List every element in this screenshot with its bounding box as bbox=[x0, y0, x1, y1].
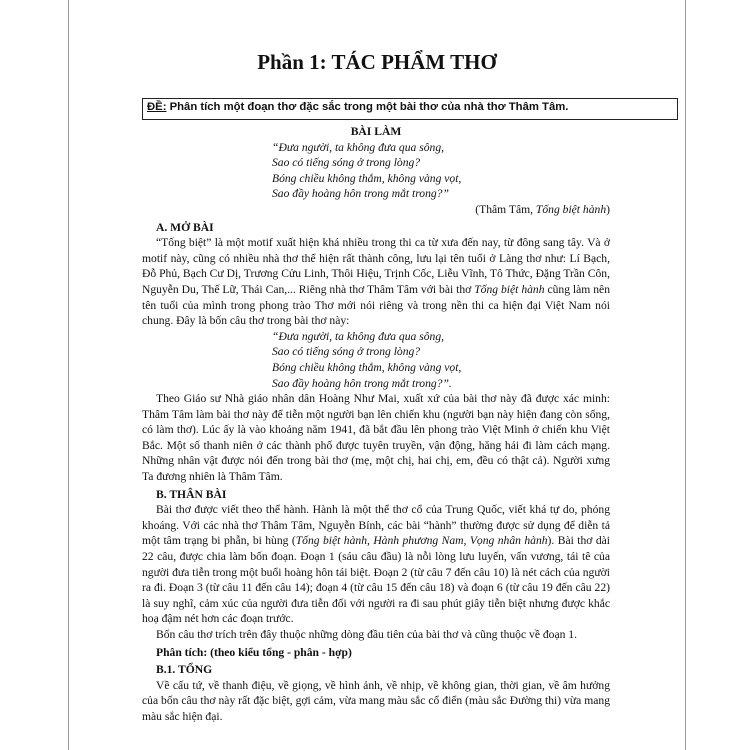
poem-line: Sao đầy hoàng hôn trong mắt trong?” bbox=[272, 187, 449, 201]
analysis-heading: Phân tích: (theo kiểu tổng - phân - hợp) bbox=[156, 645, 352, 659]
paragraph: Bốn câu thơ trích trên đây thuộc những dòng đầu tiên của bài thơ và cũng thuộc về đoạn 1. bbox=[156, 628, 577, 641]
poem-line: Bóng chiều không thắm, không vàng vọt, bbox=[272, 171, 462, 185]
quoted-poem bbox=[142, 329, 610, 391]
prompt-label: ĐỀ: bbox=[147, 101, 167, 113]
paragraph: “Tống biệt” là một motif xuất hiện khá nhiều trong thi ca từ xưa đến nay, từ đông sang tây. Và ở motif này, cũng có nhiều nhà thơ thể hiện rất thành công, lưu lại tên tuổi ở Làng thơ như: Lí Bạch, Đỗ Phủ, Bạch Cư Dị, Trương Cửu Linh, Thôi Hiệu, Trịnh Cốc, Liễu Vĩnh, Tô Thức, Đặng Trần Côn, Nguyễn Du, Thế Lữ, Thái Can,... Riêng nhà thơ Thâm Tâm với bài thơ Tống biệt hành cũng làm nên tên tuổi của mình trong phong trào Thơ mới nói riêng và trong nền thi ca hiện đại Việt Nam nói chung. Đây là bốn câu thơ trong bài thơ này: bbox=[142, 236, 610, 328]
poem-line: Sao có tiếng sóng ở trong lòng? bbox=[272, 156, 421, 170]
bai-lam-heading: BÀI LÀM bbox=[350, 125, 402, 138]
essay-prompt-box bbox=[142, 98, 678, 120]
prompt-text: Phân tích một đoạn thơ đặc sắc trong một bài thơ của nhà thơ Thâm Tâm. bbox=[166, 101, 569, 113]
poem-line: Sao đầy hoàng hôn trong mắt trong?”. bbox=[272, 376, 452, 390]
poem-line: Sao có tiếng sóng ở trong lòng? bbox=[272, 345, 421, 359]
poem-line: “Đưa người, ta không đưa qua sông, bbox=[272, 140, 445, 154]
paragraph: Theo Giáo sư Nhà giáo nhân dân Hoàng Như Mai, xuất xứ của bài thơ này đã được xác minh: Thâm Tâm làm bài thơ này để tiễn một người bạn lên chiến khu (người bạn này hiện đang còn sống, có làm thơ). Lúc ấy là vào khoảng năm 1941, đã bắt đầu lên phong trào Việt Minh ở chiến khu Việt Bắc. Một số thanh niên ở các thành phố được tuyên truyền, vận động, hăng hái đi làm cách mạng. Những nhân vật được nói đến trong bài thơ (mẹ, một chị, hai chị, em, đều có thật cả). Người xưng Ta đương nhiên là Thâm Tâm. bbox=[142, 392, 610, 484]
opening-poem bbox=[142, 140, 610, 202]
poem-line: “Đưa người, ta không đưa qua sông, bbox=[272, 329, 445, 343]
poem-line: Bóng chiều không thắm, không vàng vọt, bbox=[272, 360, 462, 374]
section-heading-than-bai: B. THÂN BÀI bbox=[156, 487, 227, 501]
paragraph: Bài thơ được viết theo thể hành. Hành là một thể thơ cổ của Trung Quốc, viết khá tự do, phóng khoáng. Với các nhà thơ Thâm Tâm, Nguyễn Bính, các bài “hành” thường được sử dụng để diễn tả một tâm trạng bi phẫn, bi hùng (Tống biệt hành, Hành phương Nam, Vọng nhân hành). Bài thơ dài 22 câu, được chia làm bốn đoạn. Đoạn 1 (sáu câu đầu) là nỗi lòng lưu luyến, vấn vương, tái tê của người đưa tiễn trong một buổi hoàng hôn tái biệt. Đoạn 2 (từ câu 7 đến câu 10) là nét cách của người ra đi. Đoạn 3 (từ câu 11 đến câu 14); đoạn 4 (từ câu 15 đến câu 18) và đoạn 6 (từ câu 19 đến câu 22) là suy nghĩ, cảm xúc của người đưa tiễn đối với người ra đi sau phút giây tiễn biệt nhưng được khắc hoạ đậm nét hơn các đoạn trước. bbox=[142, 503, 610, 626]
document-body bbox=[142, 124, 610, 725]
paragraph: Về cấu tứ, về thanh điệu, về giọng, về hình ảnh, về nhịp, về không gian, thời gian, về âm hưởng của bốn câu thơ này rất đặc biệt, gợi cảm, vừa mang màu sắc cổ điển (màu sắc Đường thi) vừa mang màu sắc hiện đại. bbox=[142, 678, 610, 723]
page-title: Phần 1: TÁC PHẨM THƠ bbox=[257, 50, 497, 74]
section-heading-mo-bai: A. MỞ BÀI bbox=[156, 220, 214, 234]
subsection-heading-tong: B.1. TỔNG bbox=[156, 663, 213, 677]
poem-attribution: (Thâm Tâm, Tống biệt hành) bbox=[475, 202, 610, 216]
